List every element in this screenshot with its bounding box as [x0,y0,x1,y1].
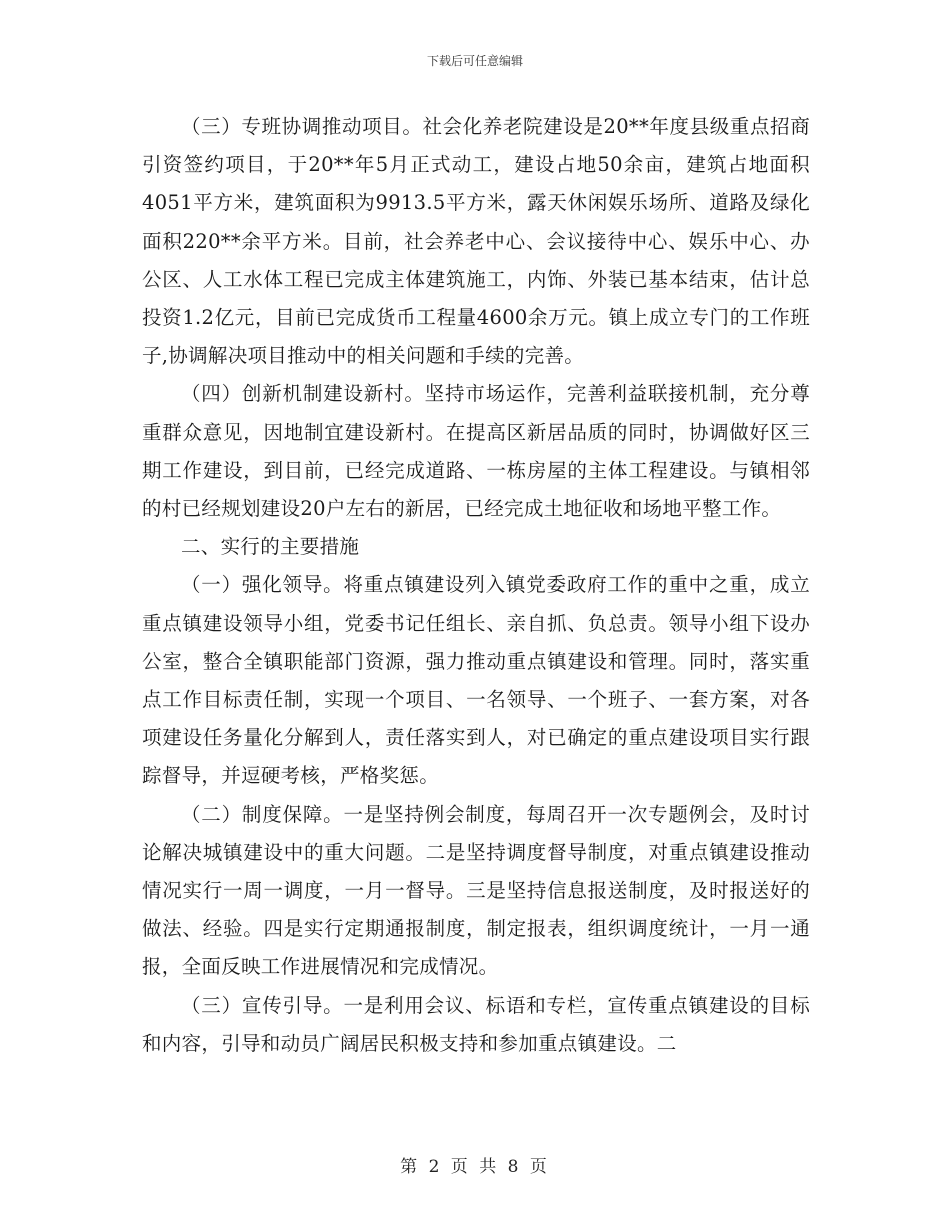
paragraph-new-village: （四）创新机制建设新村。坚持市场运作，完善利益联接机制，充分尊重群众意见，因地制宜建设新村。在提高区新居品质的同时，协调做好区三期工作建设，到目前，已经完成道路、一栋房屋的主体工程建设。与镇相邻的村已经规划建设20户左右的新居，已经完成土地征收和场地平整工作。 [142,382,810,521]
paragraph-institutional-guarantee: （二）制度保障。一是坚持例会制度，每周召开一次专题例会，及时讨论解决城镇建设中的重大问题。二是坚持调度督导制度，对重点镇建设推动情况实行一周一调度，一月一督导。三是坚持信息报送制度，及时报送好的做法、经验。四是实行定期通报制度，制定报表，组织调度统计，一月一通报，全面反映工作进展情况和完成情况。 [142,802,810,979]
paragraph-leadership: （一）强化领导。将重点镇建设列入镇党委政府工作的重中之重，成立重点镇建设领导小组，党委书记任组长、亲自抓、负总责。领导小组下设办公室，整合全镇职能部门资源，强力推动重点镇建设和管理。同时，落实重点工作目标责任制，实现一个项目、一名领导、一个班子、一套方案，对各项建设任务量化分解到人，责任落实到人，对已确定的重点建设项目实行跟踪督导，并逗硬考核，严格奖惩。 [142,573,810,788]
document-body [142,108,810,1063]
paragraph-publicity: （三）宣传引导。一是利用会议、标语和专栏，宣传重点镇建设的目标和内容，引导和动员广阔居民积极支持和参加重点镇建设。二 [142,993,810,1055]
paragraph-project-coordination: （三）专班协调推动项目。社会化养老院建设是20**年度县级重点招商引资签约项目，于20**年5月正式动工，建设占地50余亩，建筑占地面积4051平方米，建筑面积为9913.5平方米，露天休闲娱乐场所、道路及绿化面积220**余平方米。目前，社会养老中心、会议接待中心、娱乐中心、办公区、人工水体工程已完成主体建筑施工，内饰、外装已基本结束，估计总投资1.2亿元，目前已完成货币工程量4600余万元。镇上成立专门的工作班子,协调解决项目推动中的相关问题和手续的完善。 [142,115,810,368]
page-number: 第 2 页 共 8 页 [400,1157,550,1177]
page-header: 下载后可任意编辑 [426,54,523,68]
section-heading-measures: 二、实行的主要措施 [181,535,360,559]
